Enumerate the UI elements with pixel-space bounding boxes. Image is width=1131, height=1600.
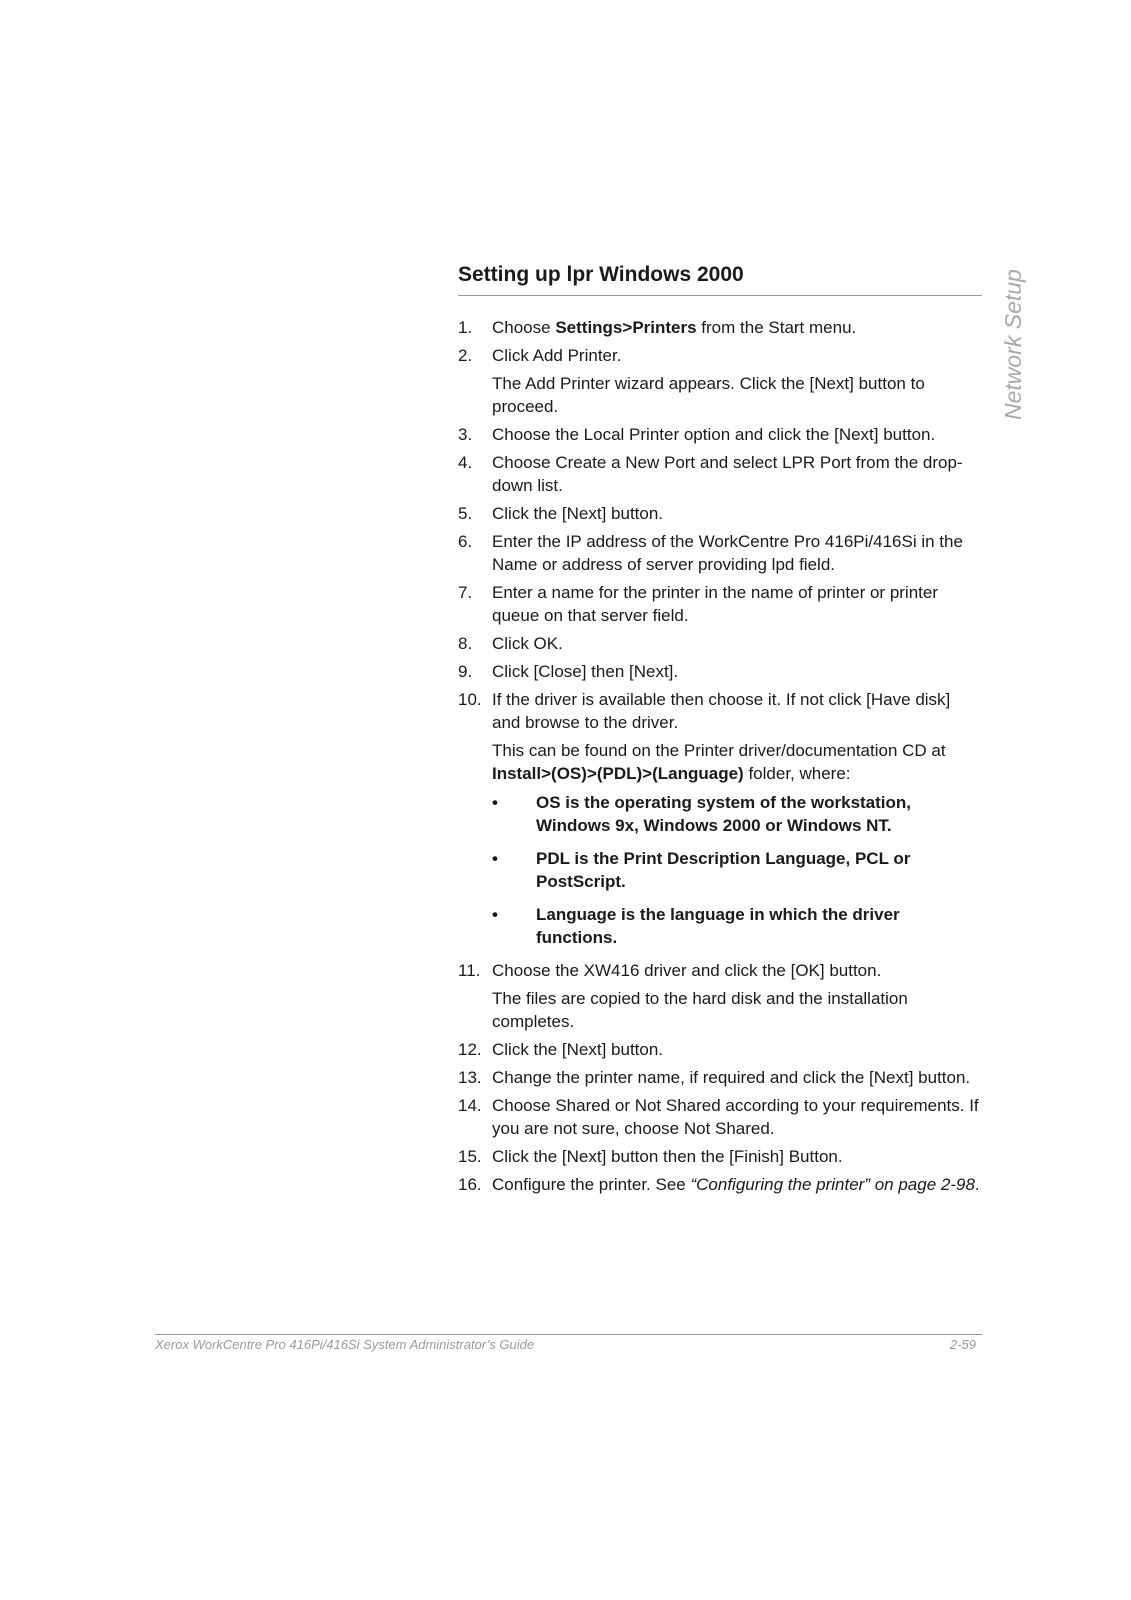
step-number: 10. (458, 690, 482, 709)
step-number: 12. (458, 1040, 482, 1059)
step-3 (458, 423, 982, 446)
step-note (492, 739, 982, 785)
step-number: 13. (458, 1068, 482, 1087)
bullet-icon: • (492, 905, 498, 924)
step-number: 15. (458, 1147, 482, 1166)
step-note: The files are copied to the hard disk and the installation completes. (492, 989, 908, 1031)
step-number: 11. (458, 961, 481, 980)
step-number: 8. (458, 634, 473, 653)
step-number: 6. (458, 532, 473, 551)
main-content (458, 262, 982, 1201)
step-4 (458, 451, 982, 497)
step-7 (458, 581, 982, 627)
step-10 (458, 688, 982, 785)
step-text: If the driver is available then choose it. If not click [Have disk] and browse to the driver. (492, 690, 951, 732)
bullet-item-os (458, 791, 982, 837)
step-text: Choose Create a New Port and select LPR Port from the drop-down list. (492, 453, 963, 495)
step-number: 9. (458, 662, 473, 681)
step-11 (458, 959, 982, 1033)
step-15 (458, 1145, 982, 1168)
step-number: 7. (458, 583, 473, 602)
step-text: Click [Close] then [Next]. (492, 662, 679, 681)
bullet-text: OS is the operating system of the workstation, Windows 9x, Windows 2000 or Windows NT. (536, 793, 912, 835)
footer-guide-title: Xerox WorkCentre Pro 416Pi/416Si System Administrator’s Guide (155, 1337, 535, 1352)
step-text: from the Start menu. (696, 318, 857, 337)
steps-list (458, 316, 982, 785)
step-2 (458, 344, 982, 418)
section-side-tab: Network Setup (1000, 269, 1026, 420)
step-text: Choose (492, 318, 556, 337)
step-text: Click OK. (492, 634, 563, 653)
step-number: 16. (458, 1175, 482, 1194)
step-text: Click the [Next] button. (492, 504, 664, 523)
bullet-text: Language is the language in which the driver functions. (536, 905, 900, 947)
footer-page-number: 2-59 (950, 1337, 977, 1352)
step-number: 3. (458, 425, 473, 444)
note-text: This can be found on the Printer driver/documentation CD at (492, 741, 946, 760)
folder-path: Install>(OS)>(PDL)>(Language) (492, 764, 744, 783)
step-text: Click the [Next] button. (492, 1040, 664, 1059)
step-number: 14. (458, 1096, 482, 1115)
step-5 (458, 502, 982, 525)
step-text: Enter a name for the printer in the name of printer or printer queue on that server field. (492, 583, 939, 625)
step-text: Choose Shared or Not Shared according to your requirements. If you are not sure, choose Not Shared. (492, 1096, 979, 1138)
note-text: folder, where: (743, 764, 851, 783)
step-14 (458, 1094, 982, 1140)
bullet-item-pdl (458, 847, 982, 893)
bullet-icon: • (492, 793, 498, 812)
bullet-text: PDL is the Print Description Language, PCL or PostScript. (536, 849, 911, 891)
step-text: Enter the IP address of the WorkCentre Pro 416Pi/416Si in the Name or address of server providing lpd field. (492, 532, 963, 574)
step-text: . (974, 1175, 980, 1194)
step-text: Choose the Local Printer option and click the [Next] button. (492, 425, 936, 444)
step-text: Change the printer name, if required and click the [Next] button. (492, 1068, 971, 1087)
step-number: 2. (458, 346, 473, 365)
footer-rule (155, 1334, 982, 1335)
menu-path: Settings>Printers (555, 318, 697, 337)
step-1 (458, 316, 982, 339)
step-text: Choose the XW416 driver and click the [OK] button. (492, 961, 882, 980)
step-6 (458, 530, 982, 576)
step-number: 4. (458, 453, 473, 472)
cross-reference-link[interactable]: “Configuring the printer” on page 2-98 (690, 1175, 975, 1194)
step-16 (458, 1173, 982, 1196)
steps-list-continued (458, 959, 982, 1196)
step-9 (458, 660, 982, 683)
step-text: Click Add Printer. (492, 346, 622, 365)
step-text: Click the [Next] button then the [Finish] Button. (492, 1147, 843, 1166)
bullet-item-language (458, 903, 982, 949)
step-12 (458, 1038, 982, 1061)
step-13 (458, 1066, 982, 1089)
bullet-list (458, 791, 982, 949)
section-title: Setting up lpr Windows 2000 (458, 262, 982, 296)
step-text: Configure the printer. See (492, 1175, 691, 1194)
step-8 (458, 632, 982, 655)
bullet-icon: • (492, 849, 498, 868)
step-number: 1. (458, 318, 473, 337)
step-note: The Add Printer wizard appears. Click the [Next] button to proceed. (492, 374, 925, 416)
step-number: 5. (458, 504, 473, 523)
